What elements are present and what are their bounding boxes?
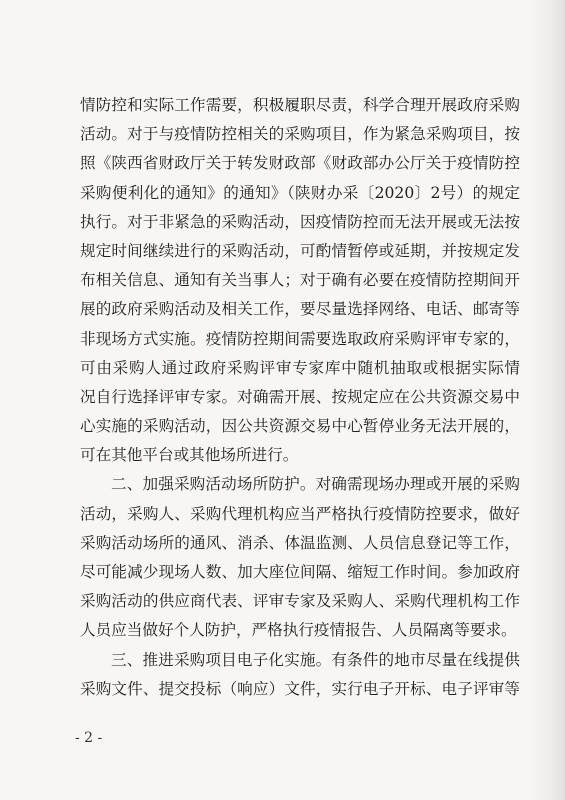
text-line: 尽可能减少现场人数、加大座位间隔、缩短工作时间。参加政府	[80, 563, 520, 581]
text-line: 非现场方式实施。疫情防控期间需要选取政府采购评审专家的，	[80, 329, 520, 348]
text-line: 布相关信息、通知有关当事人；对于确有必要在疫情防控期间开	[80, 271, 520, 290]
text-line: 采购活动场所的通风、消杀、体温监测、人员信息登记等工作，	[80, 533, 520, 552]
text-line: 情防控和实际工作需要，积极履职尽责，科学合理开展政府采购	[80, 96, 520, 114]
text-line: 活动。对于与疫情防控相关的采购项目，作为紧急采购项目，按	[80, 125, 520, 144]
text-line: 采购活动的供应商代表、评审专家及采购人、采购代理机构工作	[80, 592, 520, 611]
text-line: 人员应当做好个人防护，严格执行疫情报告、人员隔离等要求。	[80, 621, 517, 640]
text-line: 展的政府采购活动及相关工作，要尽量选择网络、电话、邮寄等	[80, 300, 520, 319]
text-line: 可在其他平台或其他场所进行。	[80, 446, 299, 465]
text-line: 心实施的采购活动，因公共资源交易中心暂停业务无法开展的，	[80, 417, 520, 436]
text-line: 采购文件、提交投标（响应）文件，实行电子开标、电子评审等	[80, 679, 520, 698]
text-line: 可由采购人通过政府采购评审专家库中随机抽取或根据实际情	[80, 358, 520, 377]
page-number: - 2 -	[75, 730, 103, 746]
text-line: 执行。对于非紧急的采购活动，因疫情防控而无法开展或无法按	[80, 212, 520, 231]
document-body	[80, 91, 520, 704]
page-edge-shadow	[529, 0, 565, 800]
text-line: 采购便利化的通知》的通知》（陕财办采〔2020〕2号）的规定	[80, 183, 520, 202]
text-line: 活动，采购人、采购代理机构应当严格执行疫情防控要求，做好	[80, 504, 520, 523]
text-line: 况自行选择评审专家。对确需开展、按规定应在公共资源交易中	[80, 387, 520, 406]
text-line: 照《陕西省财政厅关于转发财政部《财政部办公厅关于疫情防控	[80, 154, 520, 173]
section-heading-line: 三、推进采购项目电子化实施。有条件的地市尽量在线提供	[111, 650, 520, 669]
section-heading-line: 二、加强采购活动场所防护。对确需现场办理或开展的采购	[111, 475, 520, 494]
text-line: 规定时间继续进行的采购活动，可酌情暂停或延期，并按规定发	[80, 241, 520, 260]
